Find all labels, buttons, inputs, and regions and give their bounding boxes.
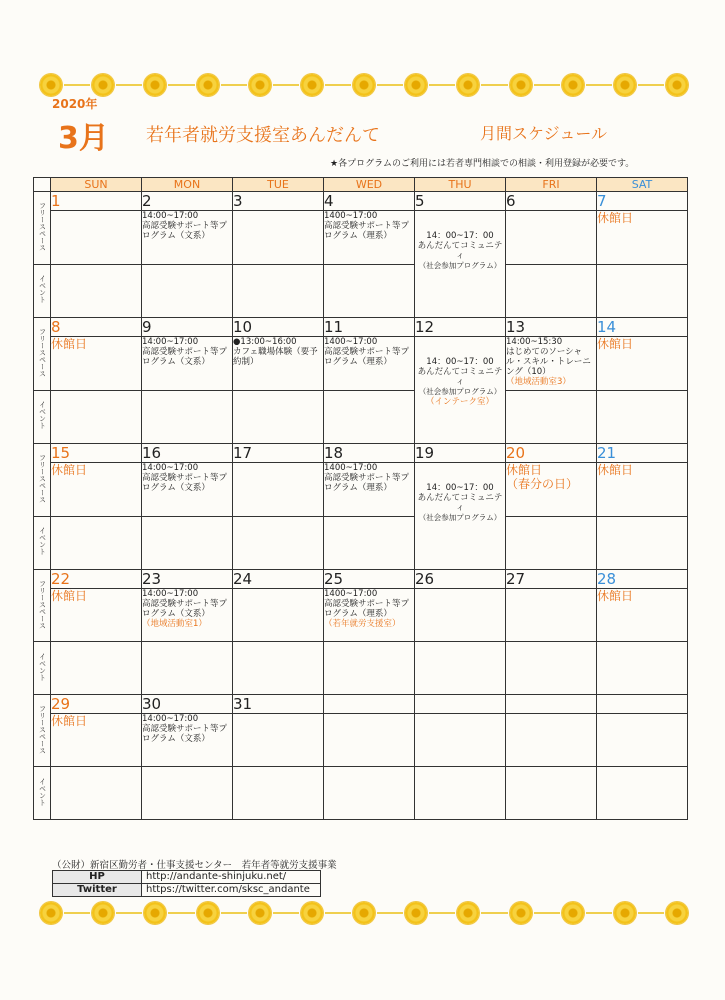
day-10: 10 xyxy=(233,318,324,337)
weekday-wed: WED xyxy=(324,178,415,192)
day-30: 30 xyxy=(142,695,233,714)
week-1-free-row xyxy=(34,211,688,265)
day-1: 1 xyxy=(51,192,142,211)
free-30: 14:00~17:00 高認受験サポート等プログラム（文系） xyxy=(142,714,233,767)
weekday-sun: SUN xyxy=(51,178,142,192)
side-label-free: フリースペース xyxy=(34,444,51,517)
flower-icon xyxy=(614,74,636,96)
free-29: 休館日 xyxy=(51,714,142,767)
links-table xyxy=(52,870,321,897)
weekday-thu: THU xyxy=(415,178,506,192)
flower-icon xyxy=(353,74,375,96)
day-31: 31 xyxy=(233,695,324,714)
day-18: 18 xyxy=(324,444,415,463)
day-4: 4 xyxy=(324,192,415,211)
month-label: 3月 xyxy=(58,121,109,156)
free-23: 14:00~17:00 高認受験サポート等プログラム（文系） （地域活動室1） xyxy=(142,589,233,642)
twitter-link[interactable]: https://twitter.com/sksc_andante xyxy=(142,884,321,897)
side-label-free: フリースペース xyxy=(34,570,51,642)
day-8: 8 xyxy=(51,318,142,337)
flower-icon xyxy=(353,902,375,924)
free-3 xyxy=(233,211,324,265)
free-4: 1400~17:00 高認受験サポート等プログラム（理系） xyxy=(324,211,415,265)
day-13: 13 xyxy=(506,318,597,337)
free-22: 休館日 xyxy=(51,589,142,642)
flower-icon xyxy=(197,902,219,924)
flower-icon xyxy=(562,74,584,96)
page-title: 若年者就労支援室あんだんて xyxy=(146,125,380,146)
week-5-event-row xyxy=(34,767,688,820)
flower-border-top xyxy=(40,72,688,98)
free-20: 休館日 （春分の日） xyxy=(506,463,597,517)
day-27: 27 xyxy=(506,570,597,589)
week-2-daynum-row xyxy=(34,318,688,337)
week-5-free-row xyxy=(34,714,688,767)
free-7: 休館日 xyxy=(597,211,688,265)
day-29: 29 xyxy=(51,695,142,714)
flower-icon xyxy=(144,74,166,96)
free-12: 14：00~17：00 あんだんてコミュニティ （社会参加プログラム） （インテーク室） xyxy=(415,337,506,444)
flower-icon xyxy=(614,902,636,924)
weekday-tue: TUE xyxy=(233,178,324,192)
free-11: 1400~17:00 高認受験サポート等プログラム（理系） xyxy=(324,337,415,391)
free-19: 14：00~17：00 あんだんてコミュニティ （社会参加プログラム） xyxy=(415,463,506,570)
week-5-daynum-row xyxy=(34,695,688,714)
flower-icon xyxy=(457,74,479,96)
free-24 xyxy=(233,589,324,642)
free-31 xyxy=(233,714,324,767)
free-6 xyxy=(506,211,597,265)
side-label-free: フリースペース xyxy=(34,318,51,391)
flower-icon xyxy=(40,74,62,96)
day-23: 23 xyxy=(142,570,233,589)
side-label-free: フリースペース xyxy=(34,695,51,767)
day-20: 20 xyxy=(506,444,597,463)
side-label-event: イベント xyxy=(34,264,51,318)
day-21: 21 xyxy=(597,444,688,463)
week-1-event-row xyxy=(34,264,688,318)
flower-icon xyxy=(249,902,271,924)
flower-icon xyxy=(562,902,584,924)
flower-icon xyxy=(457,902,479,924)
day-7: 7 xyxy=(597,192,688,211)
day-22: 22 xyxy=(51,570,142,589)
flower-icon xyxy=(405,902,427,924)
twitter-label: Twitter xyxy=(53,884,142,897)
day-9: 9 xyxy=(142,318,233,337)
registration-note: ★各プログラムのご利用には若者専門相談での相談・利用登録が必要です。 xyxy=(330,159,635,169)
footer-organization: （公財）新宿区勤労者・仕事支援センター 若年者等就労支援事業 xyxy=(52,860,337,871)
flower-icon xyxy=(666,74,688,96)
flower-icon xyxy=(92,902,114,924)
day-15: 15 xyxy=(51,444,142,463)
weekday-mon: MON xyxy=(142,178,233,192)
year-label: 2020年 xyxy=(52,97,98,111)
side-label-free: フリースペース xyxy=(34,192,51,265)
flower-icon xyxy=(40,902,62,924)
week-4-free-row xyxy=(34,589,688,642)
week-1-daynum-row xyxy=(34,192,688,211)
week-2-event-row xyxy=(34,390,688,444)
flower-icon xyxy=(510,74,532,96)
free-13: 14:00~15:30 はじめてのソーシャル・スキル・トレーニング（10） （地域活動室3） xyxy=(506,337,597,391)
free-9: 14:00~17:00 高認受験サポート等プログラム（文系） xyxy=(142,337,233,391)
day-5: 5 xyxy=(415,192,506,211)
free-28: 休館日 xyxy=(597,589,688,642)
free-25: 1400~17:00 高認受験サポート等プログラム（理系） （若年就労支援室） xyxy=(324,589,415,642)
header-blank xyxy=(34,178,51,192)
flower-icon xyxy=(249,74,271,96)
free-21: 休館日 xyxy=(597,463,688,517)
flower-icon xyxy=(405,74,427,96)
day-19: 19 xyxy=(415,444,506,463)
day-12: 12 xyxy=(415,318,506,337)
day-3: 3 xyxy=(233,192,324,211)
free-15: 休館日 xyxy=(51,463,142,517)
hp-label: HP xyxy=(53,871,142,884)
side-label-event: イベント xyxy=(34,390,51,444)
day-24: 24 xyxy=(233,570,324,589)
side-label-event: イベント xyxy=(34,767,51,820)
day-14: 14 xyxy=(597,318,688,337)
weekday-header-row xyxy=(34,178,688,192)
weekday-sat: SAT xyxy=(597,178,688,192)
free-10: ●13:00~16:00 カフェ職場体験（要予約制） xyxy=(233,337,324,391)
flower-icon xyxy=(92,74,114,96)
week-3-free-row xyxy=(34,463,688,517)
week-3-daynum-row xyxy=(34,444,688,463)
flower-border-bottom xyxy=(40,900,688,926)
week-4-daynum-row xyxy=(34,570,688,589)
free-16: 14:00~17:00 高認受験サポート等プログラム（文系） xyxy=(142,463,233,517)
free-14: 休館日 xyxy=(597,337,688,391)
day-25: 25 xyxy=(324,570,415,589)
side-label-event: イベント xyxy=(34,516,51,570)
free-26 xyxy=(415,589,506,642)
weekday-fri: FRI xyxy=(506,178,597,192)
free-1 xyxy=(51,211,142,265)
free-5: 14：00~17：00 あんだんてコミュニティ （社会参加プログラム） xyxy=(415,211,506,318)
week-4-event-row xyxy=(34,642,688,695)
day-26: 26 xyxy=(415,570,506,589)
side-label-event: イベント xyxy=(34,642,51,695)
flower-icon xyxy=(301,902,323,924)
free-27 xyxy=(506,589,597,642)
free-2: 14:00~17:00 高認受験サポート等プログラム（文系） xyxy=(142,211,233,265)
flower-icon xyxy=(197,74,219,96)
flower-icon xyxy=(666,902,688,924)
flower-icon xyxy=(510,902,532,924)
day-28: 28 xyxy=(597,570,688,589)
flower-icon xyxy=(301,74,323,96)
day-6: 6 xyxy=(506,192,597,211)
day-17: 17 xyxy=(233,444,324,463)
free-8: 休館日 xyxy=(51,337,142,391)
week-3-event-row xyxy=(34,516,688,570)
free-18: 1400~17:00 高認受験サポート等プログラム（理系） xyxy=(324,463,415,517)
day-11: 11 xyxy=(324,318,415,337)
day-2: 2 xyxy=(142,192,233,211)
calendar-table xyxy=(33,177,688,820)
flower-icon xyxy=(144,902,166,924)
hp-link[interactable]: http://andante-shinjuku.net/ xyxy=(142,871,321,884)
page-subtitle: 月間スケジュール xyxy=(480,124,608,143)
week-2-free-row xyxy=(34,337,688,391)
day-16: 16 xyxy=(142,444,233,463)
free-17 xyxy=(233,463,324,517)
